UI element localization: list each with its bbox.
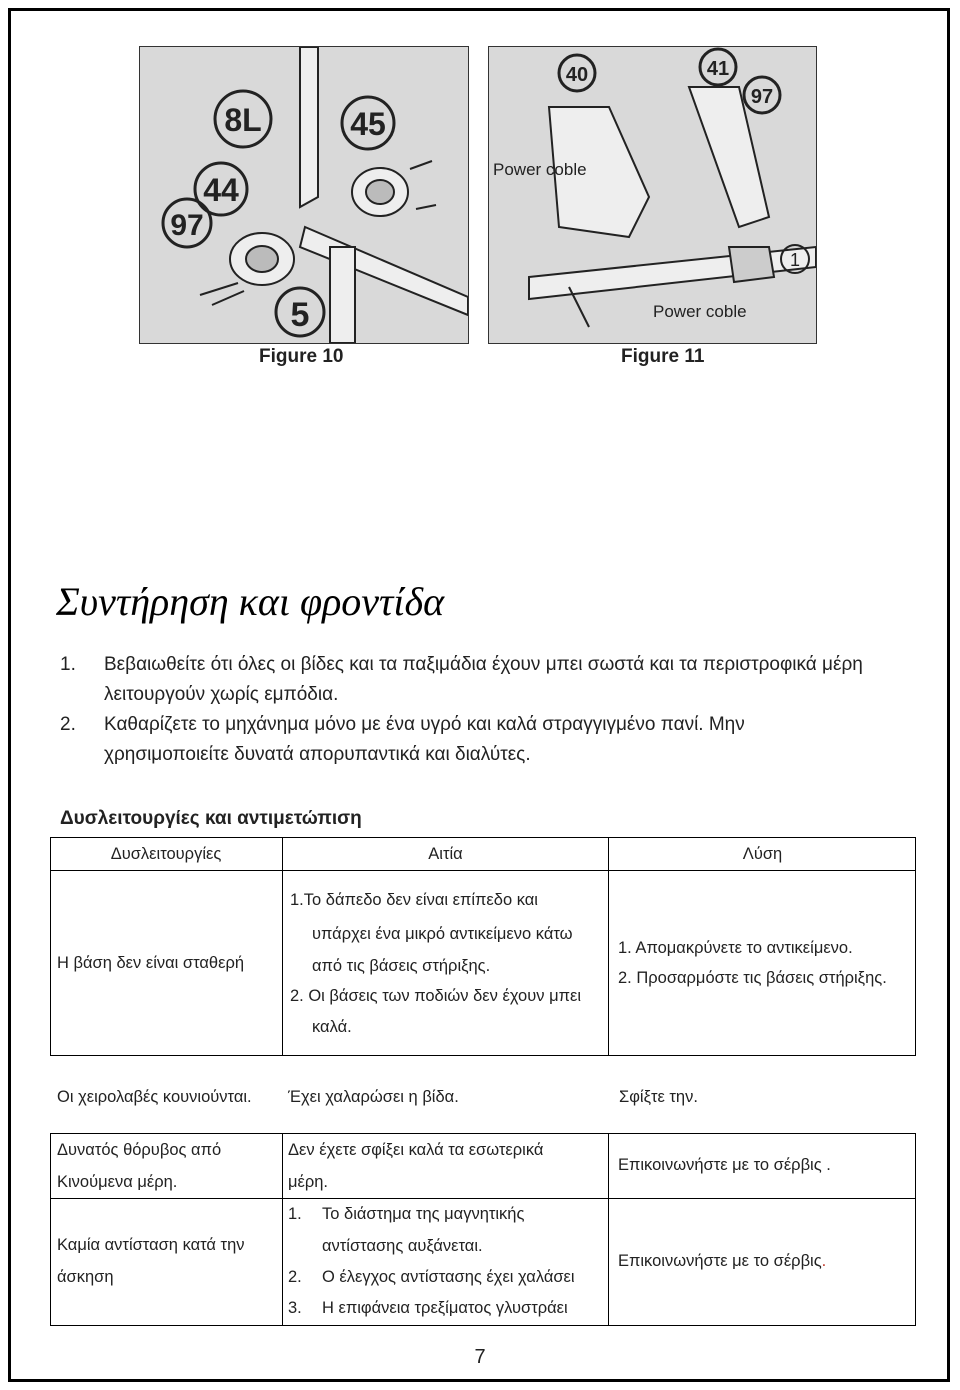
row4-solution bbox=[618, 1245, 826, 1277]
row4-problem-line: άσκηση bbox=[57, 1268, 114, 1286]
row2-cause: Έχει χαλαρώσει η βίδα. bbox=[288, 1088, 459, 1106]
header-cause: Αιτία bbox=[428, 845, 463, 863]
list-item-number: 2. bbox=[60, 714, 76, 735]
row4-cause-text: Το διάστημα της μαγνητικής bbox=[322, 1205, 525, 1223]
row3-problem-line: Κινούμενα μέρη. bbox=[57, 1173, 178, 1191]
label-5: 5 bbox=[290, 296, 310, 334]
row1-problem: Η βάση δεν είναι σταθερή bbox=[57, 954, 245, 972]
row1-cause-line: 2. Οι βάσεις των ποδιών δεν έχουν μπει bbox=[290, 987, 581, 1005]
figure-10-image bbox=[139, 46, 469, 344]
row4-problem-line: Καμία αντίσταση κατά την bbox=[57, 1236, 245, 1254]
list-item-text: Βεβαιωθείτε ότι όλες οι βίδες και τα παξιμάδια έχουν μπει σωστά και τα περιστροφικά μέρη λειτουργούν χωρίς εμπόδια. bbox=[104, 654, 863, 705]
row2-solution: Σφίξτε την. bbox=[619, 1088, 698, 1106]
figure-11-caption: Figure 11 bbox=[621, 346, 705, 367]
row4-cause-number: 3. bbox=[288, 1299, 302, 1317]
row4-solution-text: Επικοινωνήστε με το σέρβις bbox=[618, 1252, 822, 1270]
list-item bbox=[60, 710, 920, 772]
figure-10-caption: Figure 10 bbox=[259, 346, 344, 367]
label-41: 41 bbox=[706, 58, 730, 80]
row4-solution-period: . bbox=[821, 1252, 827, 1270]
figure-11-image bbox=[488, 46, 817, 344]
row1-cause-line: από τις βάσεις στήριξης. bbox=[312, 957, 491, 975]
row3-cause-line: Δεν έχετε σφίξει καλά τα εσωτερικά bbox=[288, 1141, 544, 1159]
list-item-text: Καθαρίζετε το μηχάνημα μόνο με ένα υγρό και καλά στραγγιγμένο πανί. Μην χρησιμοποιείτε δυνατά απορυπαντικά και διαλύτες. bbox=[104, 714, 745, 765]
row4-cause-number: 1. bbox=[288, 1205, 302, 1223]
row1-solution-line: 1. Απομακρύνετε το αντικείμενο. bbox=[618, 939, 853, 957]
row1-cause-line: καλά. bbox=[312, 1018, 352, 1036]
row4-cause-text: αντίστασης αυξάνεται. bbox=[322, 1237, 483, 1255]
label-1: 1 bbox=[789, 250, 801, 270]
label-97: 97 bbox=[170, 209, 204, 242]
row4-cause-number: 2. bbox=[288, 1268, 302, 1286]
list-item bbox=[60, 650, 920, 712]
header-solution: Λύση bbox=[742, 845, 783, 863]
label-45: 45 bbox=[350, 106, 386, 142]
row2-problem: Οι χειρολαβές κουνιούνται. bbox=[57, 1088, 252, 1106]
troubleshooting-heading: Δυσλειτουργίες και αντιμετώπιση bbox=[60, 808, 362, 829]
header-problem: Δυσλειτουργίες bbox=[110, 845, 222, 863]
row4-cause-text: Η επιφάνεια τρεξίματος γλυστράει bbox=[322, 1299, 568, 1317]
row1-cause-line: υπάρχει ένα μικρό αντικείμενο κάτω bbox=[312, 925, 573, 943]
label-40: 40 bbox=[565, 64, 589, 86]
list-item-number: 1. bbox=[60, 654, 76, 675]
row4-cause-text: Ο έλεγχος αντίστασης έχει χαλάσει bbox=[322, 1268, 575, 1286]
power-cable-label-top: Power coble bbox=[493, 160, 587, 179]
page-number: 7 bbox=[474, 1346, 486, 1368]
row1-cause-line: 1.Το δάπεδο δεν είναι επίπεδο και bbox=[290, 891, 538, 909]
row3-problem-line: Δυνατός θόρυβος από bbox=[57, 1141, 222, 1159]
label-97-fig11: 97 bbox=[750, 86, 774, 108]
power-cable-label-bottom: Power coble bbox=[653, 302, 747, 321]
section-title: Συντήρηση και φροντίδα bbox=[56, 579, 445, 624]
row3-cause-line: μέρη. bbox=[288, 1173, 329, 1191]
row1-solution-line: 2. Προσαρμόστε τις βάσεις στήριξης. bbox=[618, 969, 887, 987]
row3-solution: Επικοινωνήστε με το σέρβις . bbox=[618, 1156, 831, 1174]
label-44: 44 bbox=[203, 172, 239, 208]
label-8L: 8L bbox=[224, 102, 262, 138]
